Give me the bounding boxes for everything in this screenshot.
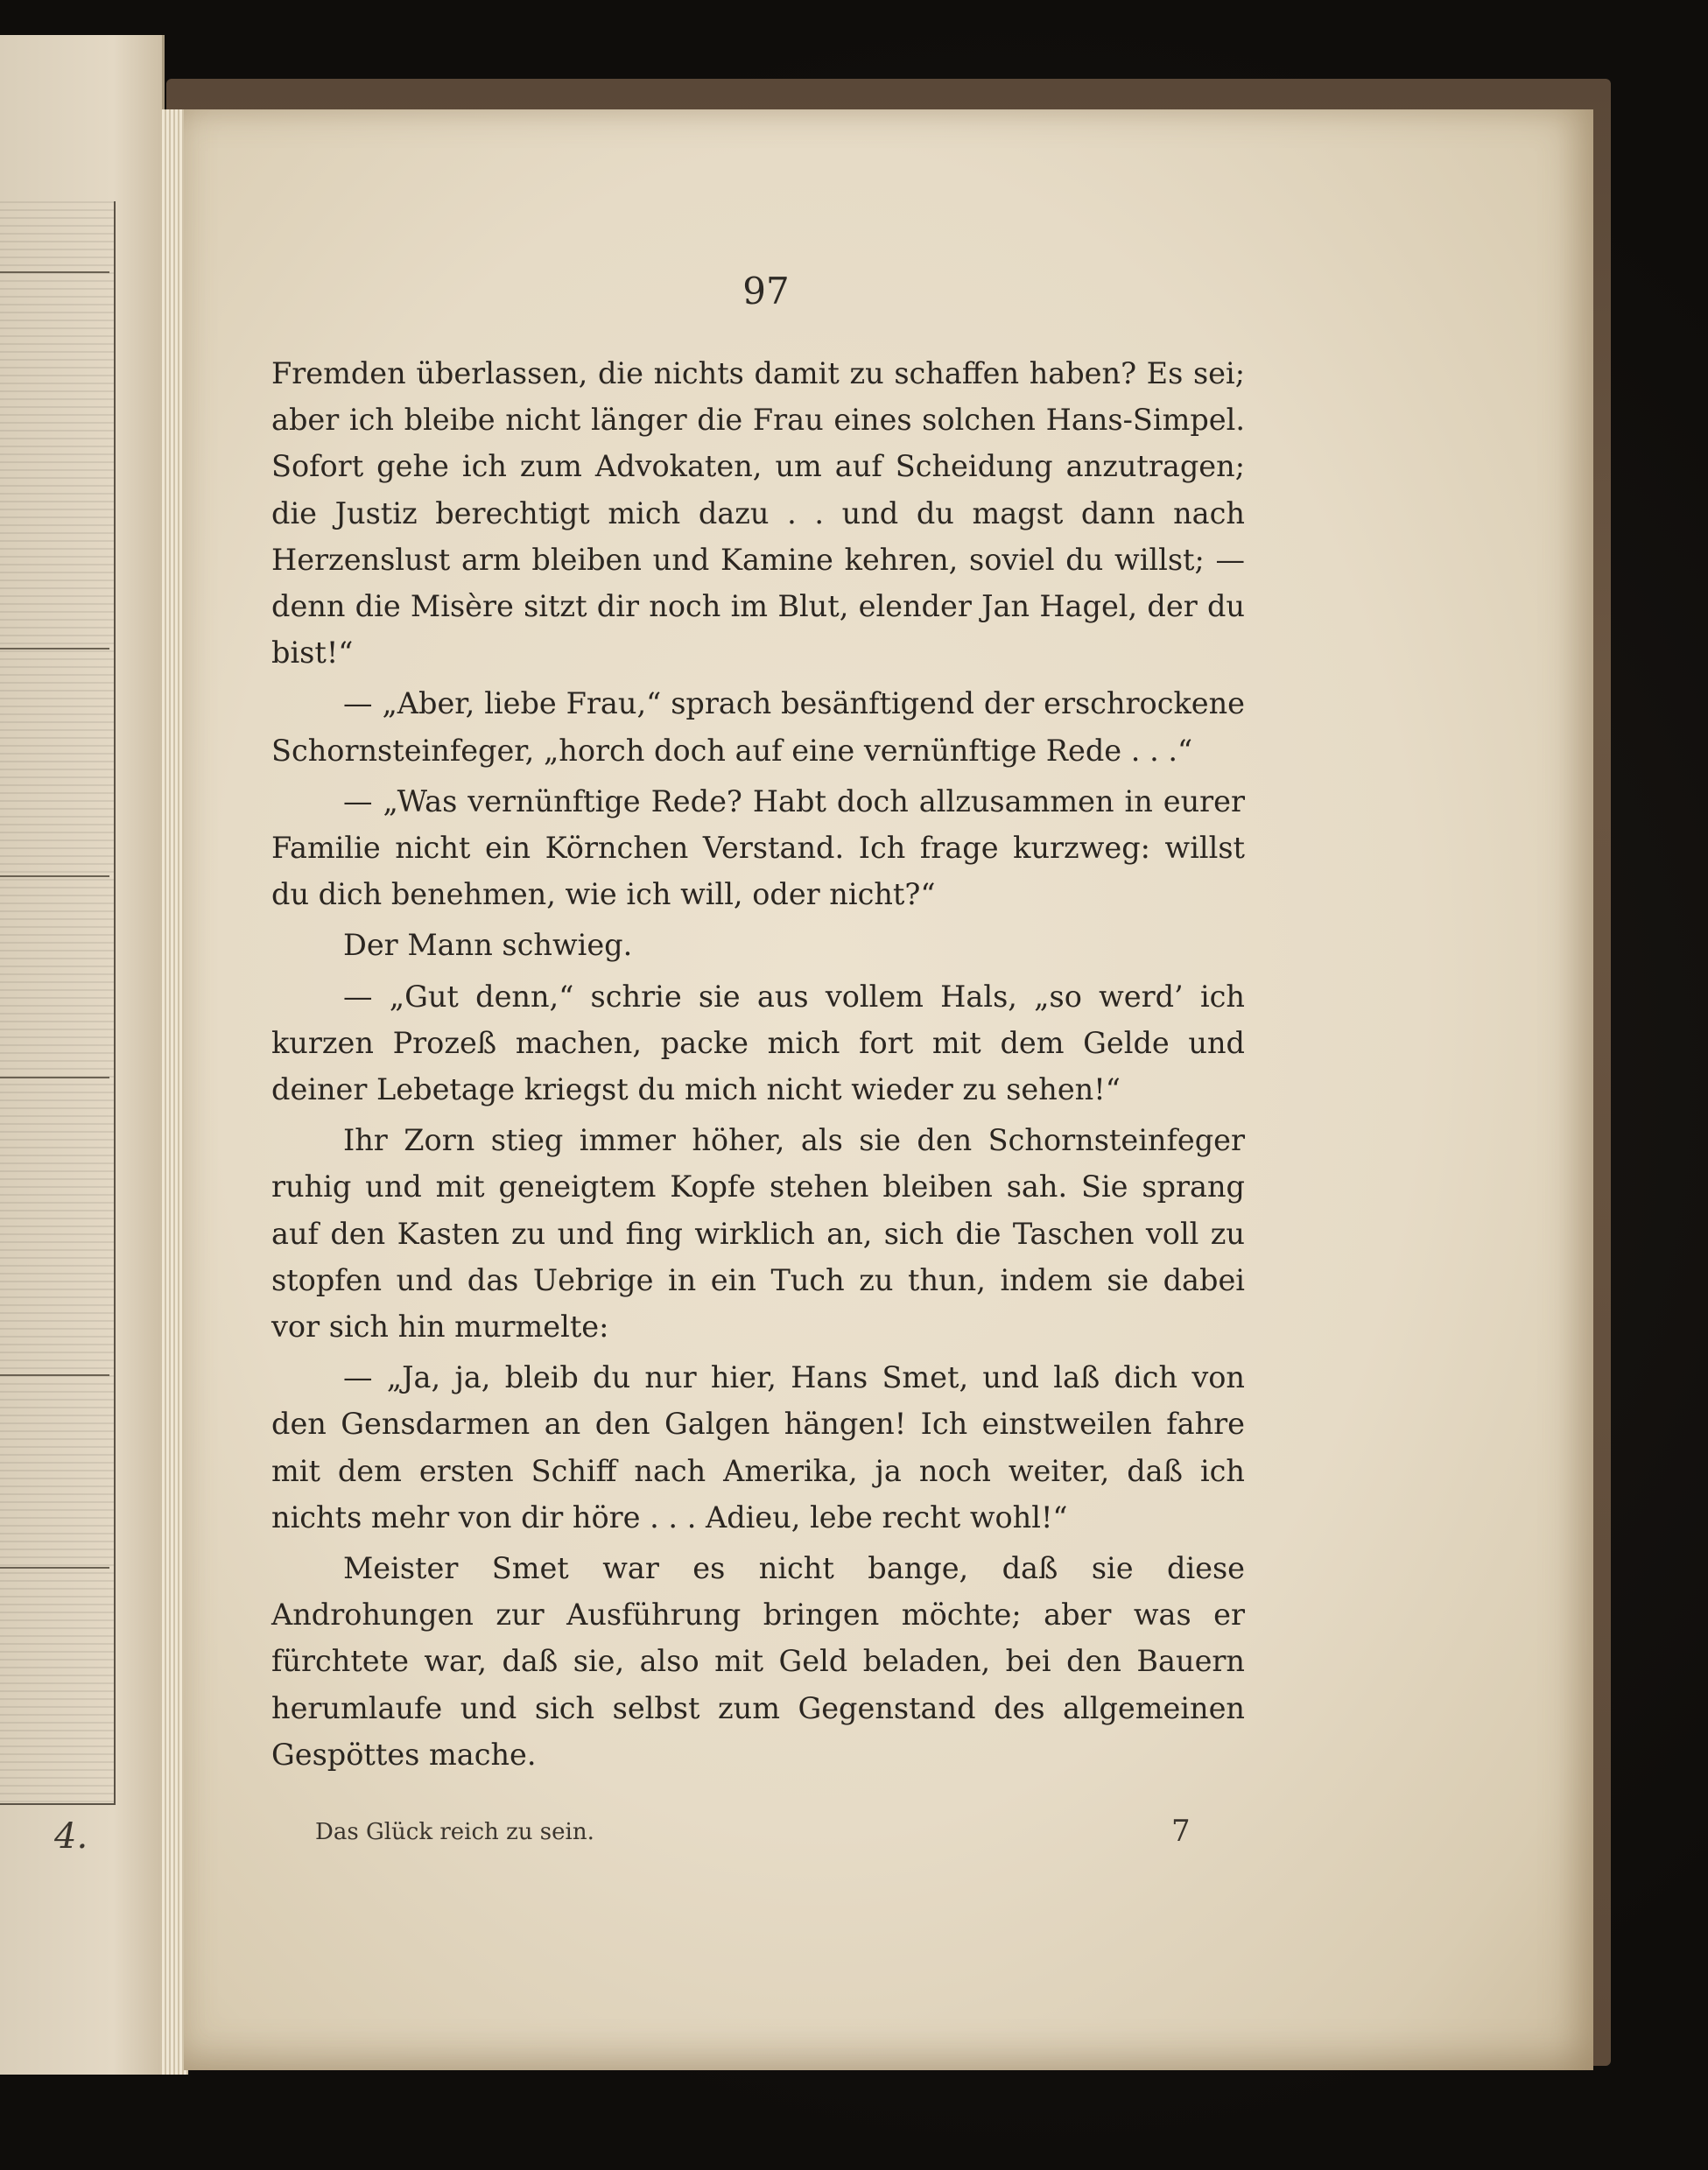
- paragraph: Fremden überlassen, die nichts damit zu schaffen haben? Es sei; aber ich bleibe nicht länger die Frau eines solchen Hans-Simpel. Sofort gehe ich zum Advokaten, um auf Scheidung anzutragen; die Justiz berechtigt mich dazu . . und du magst dann nach Herzenslust arm bleiben und Kamine kehren, soviel du willst; — denn die Misère sitzt dir noch im Blut, elender Jan Hagel, der du bist!“: [271, 356, 1245, 671]
- plate-illustration: [0, 201, 116, 1803]
- sheet-number: 7: [1171, 1814, 1191, 1849]
- illustration-stroke: [0, 1077, 109, 1078]
- illustration-stroke: [0, 875, 109, 877]
- illustration-frame: [0, 201, 116, 1805]
- left-page: [0, 35, 165, 2075]
- paragraph: — „Gut denn,“ schrie sie aus vollem Hals, „so werd’ ich kurzen Prozeß machen, packe mich fort mit dem Gelde und deiner Lebetage kriegst du mich nicht wieder zu sehen!“: [271, 979, 1245, 1107]
- page-number: 97: [742, 270, 790, 313]
- plate-number: 4.: [54, 1816, 88, 1857]
- illustration-stroke: [0, 1374, 109, 1376]
- illustration-stroke: [0, 648, 109, 650]
- paragraph: Meister Smet war es nicht bange, daß sie diese Androhungen zur Ausführung bringen möchte; aber was er fürchtete war, daß sie, also mit Geld beladen, bei den Bauern herumlaufe und sich selbst zum Gegenstand des allgemeinen Gespöttes mache.: [271, 1551, 1245, 1772]
- body-text: [271, 350, 1245, 1782]
- right-page: [184, 109, 1593, 2070]
- illustration-stroke: [0, 1567, 109, 1569]
- paragraph: — „Aber, liebe Frau,“ sprach besänftigend der erschrockene Schornsteinfeger, „horch doch auf eine vernünftige Rede . . .“: [271, 686, 1245, 768]
- signature-title: Das Glück reich zu sein.: [315, 1819, 594, 1845]
- paragraph: — „Ja, ja, bleib du nur hier, Hans Smet, und laß dich von den Gensdarmen an den Galgen hängen! Ich einstweilen fahre mit dem ersten Schiff nach Amerika, ja noch weiter, daß ich nichts mehr von dir höre . . . Adieu, lebe recht wohl!“: [271, 1360, 1245, 1534]
- paragraph: — „Was vernünftige Rede? Habt doch allzusammen in eurer Familie nicht ein Körnchen Verstand. Ich frage kurzweg: willst du dich benehmen, wie ich will, oder nicht?“: [271, 783, 1245, 912]
- paragraph: Der Mann schwieg.: [343, 928, 633, 963]
- paragraph: Ihr Zorn stieg immer höher, als sie den Schornsteinfeger ruhig und mit geneigtem Kopfe stehen bleiben sah. Sie sprang auf den Kasten zu und fing wirklich an, sich die Taschen voll zu stopfen und das Uebrige in ein Tuch zu thun, indem sie dabei vor sich hin murmelte:: [271, 1123, 1245, 1345]
